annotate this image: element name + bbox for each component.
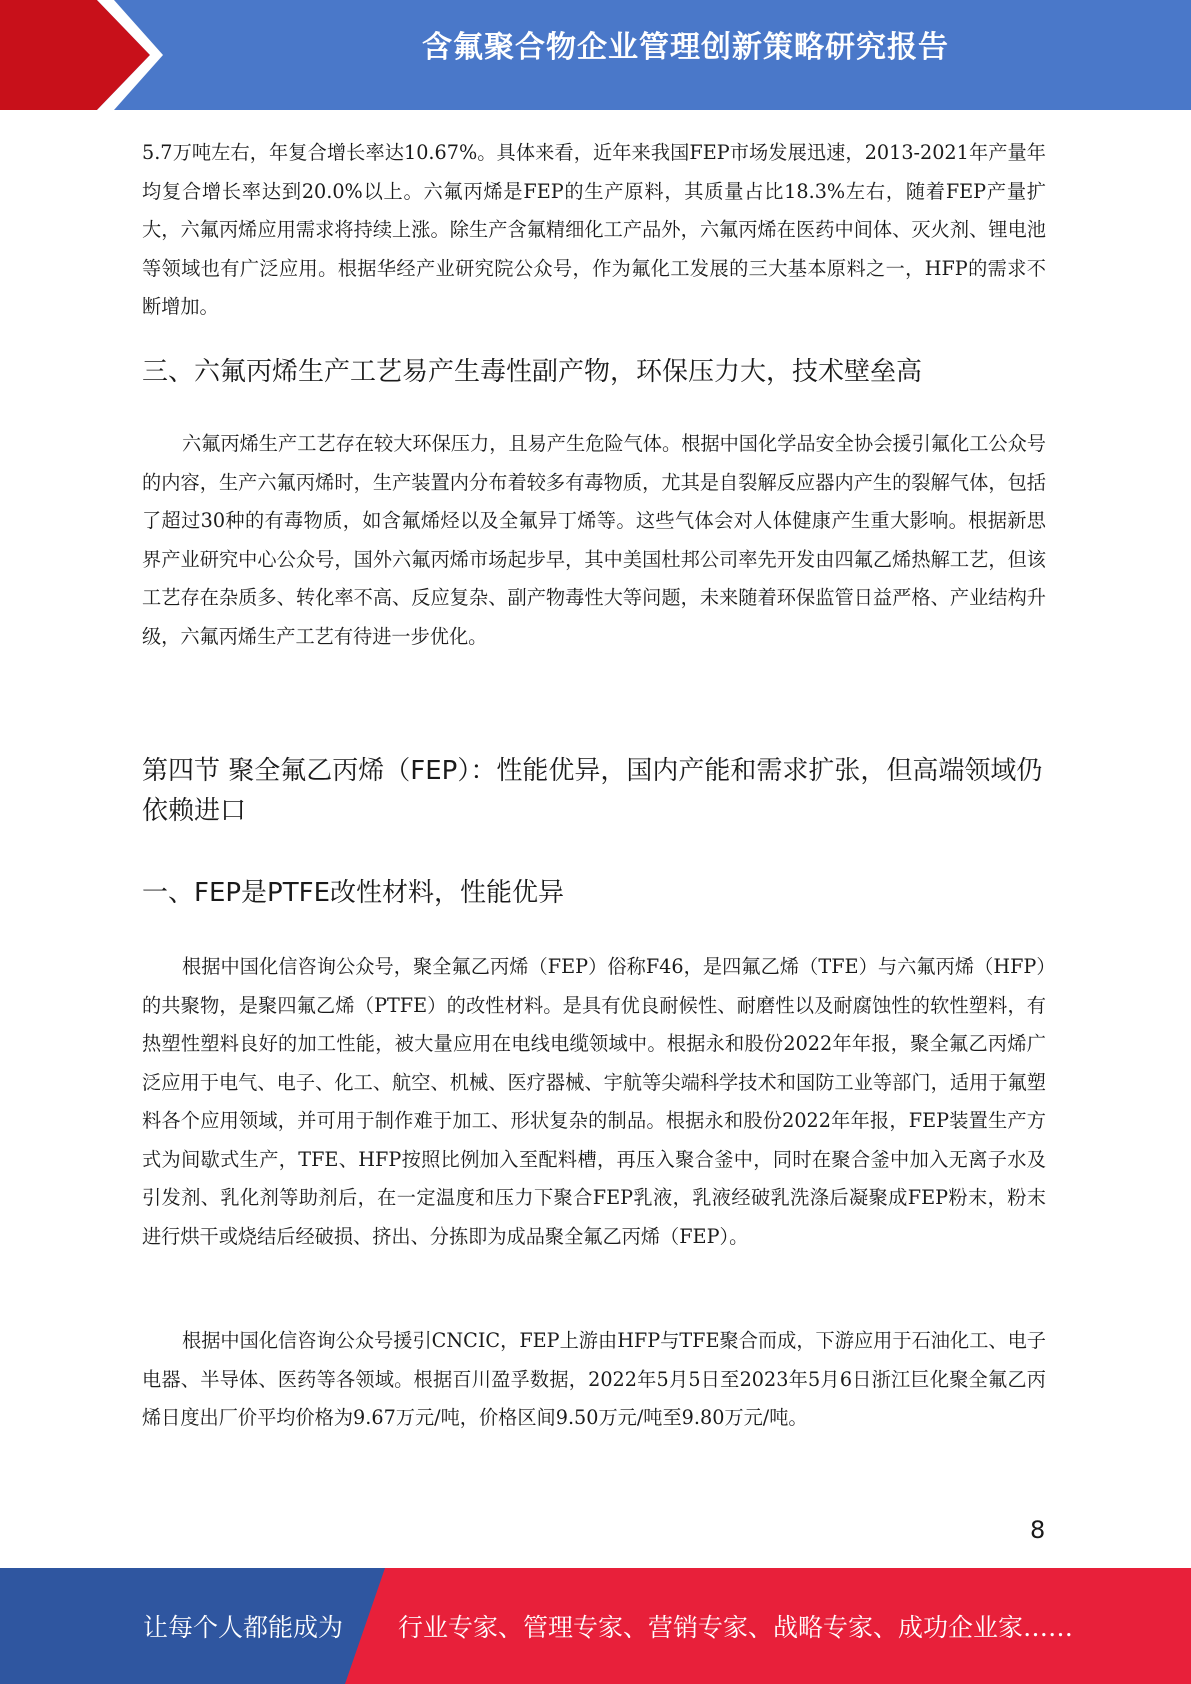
paragraph-2 [142,425,1046,656]
footer-slogan-right: 行业专家、管理专家、营销专家、战略专家、成功企业家…… [398,1613,1074,1642]
chapter-heading: 第四节 聚全氟乙丙烯（FEP）：性能优异，国内产能和需求扩张，但高端领域仍依赖进口 [142,756,1043,826]
heading-subsection-1 [142,873,1046,913]
section-heading: 三、六氟丙烯生产工艺易产生毒性副产物，环保压力大，技术壁垒高 [142,357,923,387]
paragraph-3 [142,948,1046,1256]
paragraph-1 [142,134,1046,327]
footer-slogan-left: 让每个人都能成为 [143,1613,344,1642]
page-number: 8 [1030,1516,1046,1544]
heading-chapter-4 [142,751,1046,831]
page-header [0,0,1191,110]
paragraph-4 [142,1322,1046,1438]
body-text: 六氟丙烯生产工艺存在较大环保压力，且易产生危险气体。根据中国化学品安全协会援引氟化工公众号的内容，生产六氟丙烯时，生产装置内分布着较多有毒物质，尤其是自裂解反应器内产生的裂解气体，包括了超过30种的有毒物质，如含氟烯烃以及全氟异丁烯等。这些气体会对人体健康产生重大影响。根据新思界产业研究中心公众号，国外六氟丙烯市场起步早，其中美国杜邦公司率先开发由四氟乙烯热解工艺，但该工艺存在杂质多、转化率不高、反应复杂、副产物毒性大等问题，未来随着环保监管日益严格、产业结构升级，六氟丙烯生产工艺有待进一步优化。 [142,432,1046,648]
report-title: 含氟聚合物企业管理创新策略研究报告 [422,30,949,65]
body-text: 5.7万吨左右，年复合增长率达10.67%。具体来看，近年来我国FEP市场发展迅速，2013-2021年产量年均复合增长率达到20.0%以上。六氟丙烯是FEP的生产原料，其质量占比18.3%左右，随着FEP产量扩大，六氟丙烯应用需求将持续上涨。除生产含氟精细化工产品外，六氟丙烯在医药中间体、灭火剂、锂电池等领域也有广泛应用。根据华经产业研究院公众号，作为氟化工发展的三大基本原料之一，HFP的需求不断增加。 [142,141,1046,318]
body-text: 根据中国化信咨询公众号援引CNCIC，FEP上游由HFP与TFE聚合而成，下游应用于石油化工、电子电器、半导体、医药等各领域。根据百川盈孚数据，2022年5月5日至2023年5月6日浙江巨化聚全氟乙丙烯日度出厂价平均价格为9.67万元/吨，价格区间9.50万元/吨至9.80万元/吨。 [142,1329,1046,1429]
body-text: 根据中国化信咨询公众号，聚全氟乙丙烯（FEP）俗称F46，是四氟乙烯（TFE）与六氟丙烯（HFP）的共聚物，是聚四氟乙烯（PTFE）的改性材料。是具有优良耐候性、耐磨性以及耐腐蚀性的软性塑料，有热塑性塑料良好的加工性能，被大量应用在电线电缆领域中。根据永和股份2022年年报，聚全氟乙丙烯广泛应用于电气、电子、化工、航空、机械、医疗器械、宇航等尖端科学技术和国防工业等部门，适用于氟塑料各个应用领域，并可用于制作难于加工、形状复杂的制品。根据永和股份2022年年报，FEP装置生产方式为间歇式生产，TFE、HFP按照比例加入至配料槽，再压入聚合釜中，同时在聚合釜中加入无离子水及引发剂、乳化剂等助剂后，在一定温度和压力下聚合FEP乳液，乳液经破乳洗涤后凝聚成FEP粉末，粉末进行烘干或烧结后经破损、挤出、分拣即为成品聚全氟乙丙烯（FEP）。 [142,955,1046,1248]
heading-section-3 [142,352,1046,392]
section-heading: 一、FEP是PTFE改性材料，性能优异 [142,878,565,908]
page-footer [0,1568,1191,1684]
